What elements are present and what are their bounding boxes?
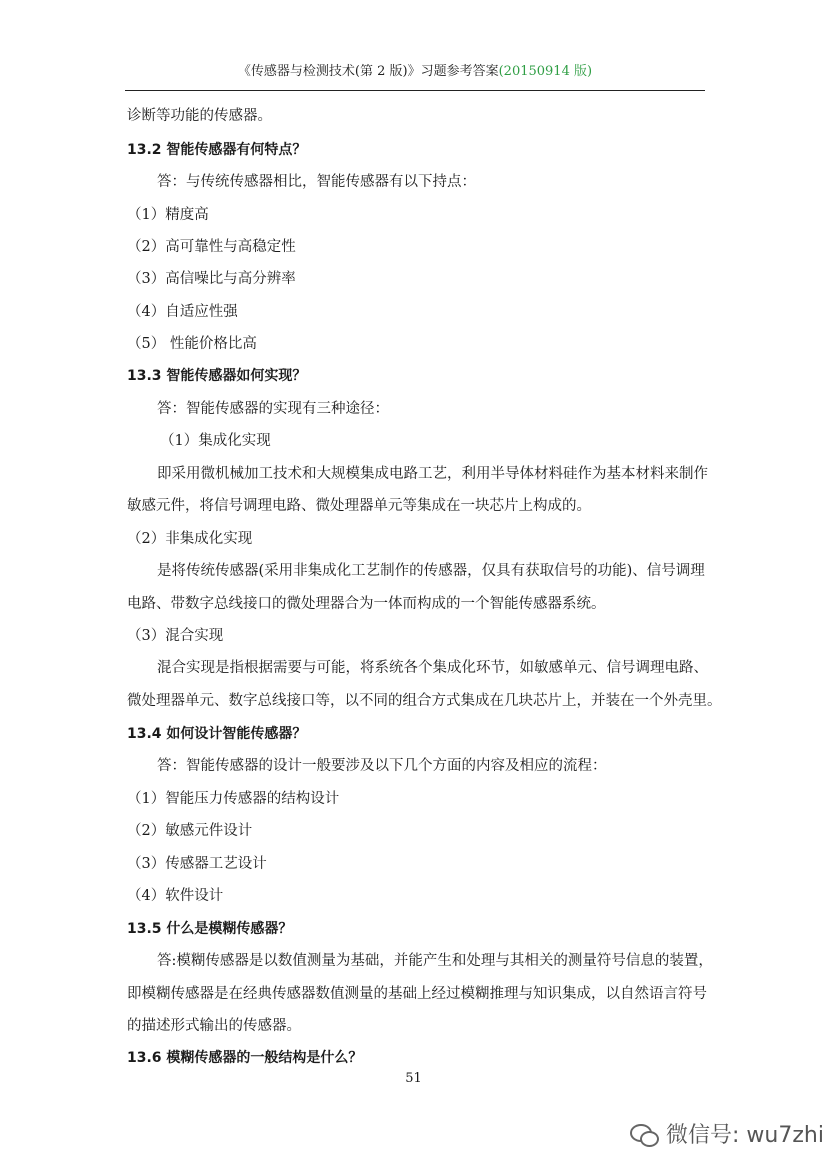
page-header bbox=[125, 60, 705, 79]
answer-intro: 答：与传统传感器相比，智能传感器有以下持点： bbox=[157, 174, 476, 190]
section-heading-13-3: 13.3 智能传感器如何实现？ bbox=[127, 368, 307, 384]
section-heading-13-5: 13.5 什么是模糊传感器？ bbox=[127, 921, 293, 937]
list-item: （1）集成化实现 bbox=[160, 433, 271, 449]
header-title: 《传感器与检测技术(第 2 版)》习题参考答案 bbox=[237, 64, 499, 79]
list-item: （3）高信噪比与高分辨率 bbox=[127, 271, 296, 287]
watermark-text: 微信号: wu7zhi bbox=[666, 1123, 824, 1148]
paragraph-line: 诊断等功能的传感器。 bbox=[127, 108, 272, 124]
section-heading-13-6: 13.6 模糊传感器的一般结构是什么？ bbox=[127, 1050, 363, 1066]
section-heading-13-4: 13.4 如何设计智能传感器？ bbox=[127, 726, 307, 742]
header-version: (20150914 版) bbox=[498, 64, 593, 79]
header-rule bbox=[125, 90, 705, 91]
answer-intro: 答：智能传感器的设计一般要涉及以下几个方面的内容及相应的流程： bbox=[157, 758, 607, 774]
paragraph-line: 电路、带数字总线接口的微处理器合为一体而构成的一个智能传感器系统。 bbox=[127, 596, 606, 612]
paragraph-line: 答:模糊传感器是以数值测量为基础，并能产生和处理与其相关的测量符号信息的装置， bbox=[157, 953, 713, 969]
list-item: （4）软件设计 bbox=[127, 888, 224, 904]
paragraph-line: 即模糊传感器是在经典传感器数值测量的基础上经过模糊推理与知识集成，以自然语言符号 bbox=[127, 986, 707, 1002]
wechat-icon bbox=[630, 1122, 658, 1146]
list-item: （1）智能压力传感器的结构设计 bbox=[127, 791, 340, 807]
answer-intro: 答：智能传感器的实现有三种途径： bbox=[157, 401, 389, 417]
paragraph-line: 的描述形式输出的传感器。 bbox=[127, 1018, 301, 1034]
paragraph-line: 是将传统传感器(采用非集成化工艺制作的传感器，仅具有获取信号的功能)、信号调理 bbox=[157, 563, 705, 579]
list-item: （2）非集成化实现 bbox=[127, 531, 253, 547]
list-item: （1）精度高 bbox=[127, 207, 209, 223]
list-item: （3）混合实现 bbox=[127, 628, 224, 644]
paragraph-line: 微处理器单元、数字总线接口等，以不同的组合方式集成在几块芯片上，并装在一个外壳里。 bbox=[127, 693, 722, 709]
paragraph-line: 混合实现是指根据需要与可能，将系统各个集成化环节，如敏感单元、信号调理电路、 bbox=[157, 660, 708, 676]
page-number: 51 bbox=[405, 1071, 422, 1086]
list-item: （2）敏感元件设计 bbox=[127, 823, 253, 839]
section-heading-13-2: 13.2 智能传感器有何特点？ bbox=[127, 142, 307, 158]
list-item: （5） 性能价格比高 bbox=[127, 336, 257, 352]
paragraph-line: 敏感元件，将信号调理电路、微处理器单元等集成在一块芯片上构成的。 bbox=[127, 498, 591, 514]
list-item: （3）传感器工艺设计 bbox=[127, 856, 267, 872]
paragraph-line: 即采用微机械加工技术和大规模集成电路工艺，利用半导体材料硅作为基本材料来制作 bbox=[157, 466, 708, 482]
list-item: （2）高可靠性与高稳定性 bbox=[127, 239, 296, 255]
list-item: （4）自适应性强 bbox=[127, 304, 238, 320]
wechat-watermark bbox=[630, 1118, 824, 1149]
